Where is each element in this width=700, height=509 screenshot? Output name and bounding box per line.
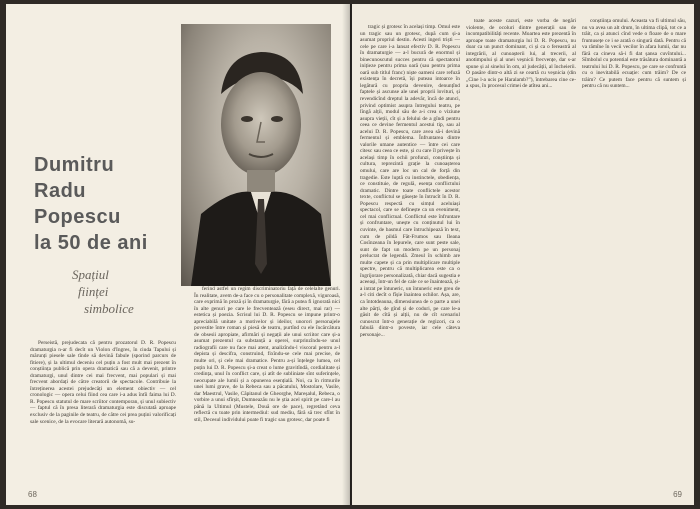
left-page [6, 4, 350, 505]
article-title [34, 152, 184, 256]
body-paragraph: ferind astfel un regim discriminatoriu față de celelalte genuri. În realitate, avem de-a face cu o personalitate complexă, viguroasă, care exprimă în proză și în dramaturgie, fără a putea fi ignorată nici în alte genuri pe care le frecventează (eseu direct, mai rar) — estetica și poezia. Scrisul lui D. R. Popescu se impune printr-o apreciabilă unitate a motivelor și ideilor, unorori personajele povestite între roman și piesă de teatru, purtînd cu ele încărcătura de obsesii apropiate, afirmări și negații ale unui scriitor care și-a asumat prezentul ca substanță a operei, surprinzîndu-se unul radiografii care nu face mai atent, analizîndu-l viscoral pentru a-l depista și descifra, construind, fixîndu-se cele mai precise, de multe ori, și cele mai dramatice. Pentru a-și înțelege lumea, cel puțin lui D. R. Popescu și-a creat o lume gravitîndă, cordialitate și credința, unul în conflict care, și atît de subliniate sînt suferințele, neocupate ale lumii și a opunerea esențială. Noi, ca în ritmurile unei lumi grave, de la Rebeca sau a păcatului, Mostolare, Vasile, dar Maestrul, Vasile, Căpitanul de Gheorghe, Mareșalul, Rebeca, o vorbire a unui sfîrșit, Dumneazău nu le știa acel spirit pe care-l au până la Ultimul (Mustele, Două ore de pace), regretând ceva reflectă cu toate prin intermediul: sud mediu, fără să trec sfînt în stil, Decesul individului poate fi tragic sau grotesc, dar poate fi [194, 286, 340, 423]
body-column-3 [360, 24, 460, 484]
portrait-photo [181, 24, 331, 286]
right-page [352, 4, 694, 505]
subtitle-line: Spațiul [72, 267, 109, 282]
body-paragraph: tragic și grotesc în același timp. Omul este un tragic sau un grotesc, după cum și-a asumat propriul destin. Acesti ingeri triști — cele pe care i-a lansat efectiv D. R. Popescu în dramaturgie — a-l bucură de enormul și binecunoscutul succes pentru că spectatorul inițieze pentru prima oară (sau pentru prima oară sub titlul franc) niște oameni care refuză existența în decretă, își puteau intoarce în legătură cu propria devenire, denunțînd faptele și ascunse ale unei proprii lovituri, și revendicînd dreptul la adevăr, încă de atunci, privind optimist asupra întregului teatru, pe lîngă alții, modul său de a-i crea o viziune asupra vieții, cît și a felului de a gîndi pentru ceea ce devine fermentul acestui tip, sau al acelui D. R. Popescu, care avea să-i devină fermentul și emblema. Înfruntarea dintre valorile umane autentice — între cei care citesc sau ceea ce este, și cu care îl privește în același timp în ochii profunzi, conștiința și cultura, reprezintă grație la cunoașterea omului, care are loc un cal de forță din tragedie. Este luptă cu instinctele, obediența, ce constituie, de regulă, esența conflictului dramatic. Dintre toate conflictele acestor texte, conflictul se găsește în întrucît în D. R. Popescu respectă cu simțul aceluiași spectacol, care se definește ca un eveniment, cel mai conflictual. Conflictul este înfruntare și confruntare, unește cu conținutul lui în cuvinte, de basmul care întruchipează în text, cum de pildă Făt-Frumos sau Ileana Cosînzeana în Iepurele, care sunt peste sale, sunt de fapt un modern pe un personaj prelucrat de legendă. Zmeul în schimb are multe capete și ca prin multiplicare multiple spectre, pentru că multiplicarea este ca o îngrijorare personalizată, chiar dacă sugestia e aceeași, într-un fel de cale ce se înaintează, și-a intrat pe întuneric, un întuneric este greu de a-l citi decît o fîșie înaintea ochilor. Așa, are, ca întotdeauna, dimensiunea de o parte a unei alte părți, de gînd și de coduri, pe care le-a găsit de cîtă și alții, nu de cît scenariul cunoscut într-o generație de regizori, ca o fabulă dintr-o poveste, iar cele câteva personaje... [360, 24, 460, 338]
body-column-2 [194, 286, 340, 491]
subtitle-line: ființei [78, 284, 109, 299]
page-number-left: 68 [28, 490, 37, 499]
author-portrait [181, 24, 331, 286]
page-number-right: 69 [673, 490, 682, 499]
article-subtitle [66, 266, 186, 317]
body-paragraph: Perseistă, prejudecata că pentru prozatorul D. R. Popescu dramaturgia n-ar fi decît un Violon d'Ingres, în ciuda Tapului și mărunți piesele sale tînde să devină fabule (sporind parcurs de fitiere), și la ultimul deceniu cel puțin a fost mult mai prezent în conștiința publică prin opera dramatică sau că a devenit, printre dramaturgi, unul dintre cei mai frecvent, mai populari și mai frecvent abordați de către creatorii de spectacole. Contribuie la întreținerea acestei prejudecăți un element obiectiv — cel cronologic — opera celui fiind cea care i-a adus întîi faima lui D. R. Popescu statutul de mare scriitor contemporan, și unul subiectiv — faptul că în presa literară dramaturgia este discutată aproape exclusiv de la paginile de teatru, de către cei prea puțini valorificați sale scenice, de la evocare literară autonomă, su- [30, 340, 176, 425]
body-column-4 [466, 18, 576, 488]
title-line: Dumitru [34, 154, 115, 176]
title-line: Radu [34, 180, 86, 202]
title-line: Popescu [34, 206, 121, 228]
body-paragraph: conștiința omului. Aceasta va fi ultimul său, nu va avea un alt drum, în ultima clipă, tot ce a trăit, ca și atunci cînd vede o floare de o mare frumusețe ce i se arată o singură dată. Pentru că va rămîne în vecii vecilor în afara lumii, dar nu fără ca cineva să-i fi dat șansa cuvîntului... Sîmbolul cu potential este trăsătura dominantă a teatrului lui D. R. Popescu, pe care se confruntă cu o inevitabilă ecuație: cum trăim? De ce trăim? Ce putem face pentru că suntem și pentru că nu suntem... [582, 18, 686, 90]
subtitle-line: simbolice [84, 301, 134, 316]
body-paragraph: toate aceste cazuri, este vorba de negări violente, de ocoluri dintre generații sau de incompatibilități recente. Moartea este prezentă în aproape toate dramaturgia lui D. R. Popescu, nu doar ca un punct dominant, ci și ca o fereastră al integrării, al cunoașterii lui, al trecerii, al anotimpului și al unei veșnicii frecvențe, dar s-ar spune și al sinelui în om, al judecății, al încheierii. O pasăre dintr-o altă zi se ceartă cu veșnicia (din „Cine l-a ucis pe Haralamb?”), întrebarea cine ce-a spus, în procesul crimei de atîtea ani... [466, 18, 576, 90]
title-line: la 50 de ani [34, 232, 148, 254]
body-column-5 [582, 18, 686, 488]
body-column-1 [30, 340, 176, 490]
